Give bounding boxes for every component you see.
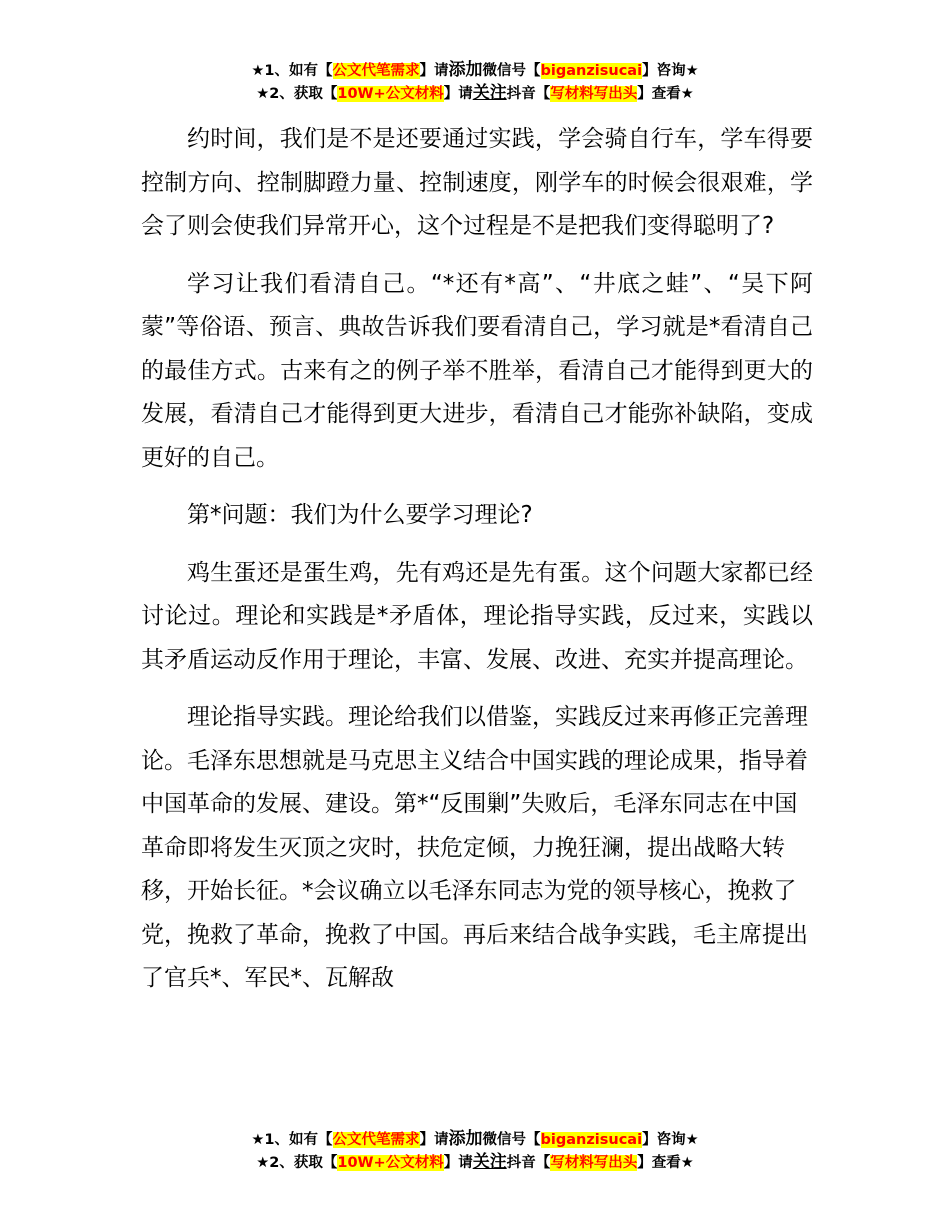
header-highlight-wechat: biganzisucai <box>540 63 643 79</box>
paragraph-4: 鸡生蛋还是蛋生鸡，先有鸡还是先有蛋。这个问题大家都已经讨论过。理论和实践是*矛盾体，理论指导实践，反过来，实践以其矛盾运动反作用于理论，丰富、发展、改进、充实并提高理论。 <box>141 559 813 673</box>
footer-banner <box>0 1128 950 1174</box>
footer-line-2: ★2、获取【10W+公文材料】请关注抖音【写材料写出头】查看★ <box>256 1152 694 1172</box>
paragraph-1: 约时间，我们是不是还要通过实践，学会骑自行车，学车得要控制方向、控制脚蹬力量、控制速度，刚学车的时候会很艰难，学会了则会使我们异常开心，这个过程是不是把我们变得聪明了? <box>141 126 813 239</box>
header-highlight-service: 公文代笔需求 <box>332 63 420 79</box>
footer-highlight-materials: 10W+公文材料 <box>337 1155 444 1171</box>
header-line-1: ★1、如有【公文代笔需求】请添加微信号【biganzisucai】咨询★ <box>251 60 699 80</box>
document-body <box>141 118 813 1015</box>
footer-highlight-service: 公文代笔需求 <box>332 1132 420 1148</box>
header-highlight-douyin: 写材料写出头 <box>550 86 638 102</box>
paragraph-5: 理论指导实践。理论给我们以借鉴，实践反过来再修正完善理论。毛泽东思想就是马克思主义结合中国实践的理论成果，指导着中国革命的发展、建设。第*“反围剿”失败后，毛泽东同志在中国革命即将发生灭顶之灾时，扶危定倾，力挽狂澜，提出战略大转移，开始长征。*会议确立以毛泽东同志为党的领导核心，挽救了党，挽救了革命，挽救了中国。再后来结合战争实践，毛主席提出了官兵*、军民*、瓦解敌 <box>141 704 808 991</box>
header-highlight-materials: 10W+公文材料 <box>337 86 444 102</box>
header-line-2: ★2、获取【10W+公文材料】请关注抖音【写材料写出头】查看★ <box>256 83 694 103</box>
footer-highlight-douyin: 写材料写出头 <box>550 1155 638 1171</box>
paragraph-2: 学习让我们看清自己。“*还有*高”、“井底之蛙”、“吴下阿蒙”等俗语、预言、典故告诉我们要看清自己，学习就是*看清自己的最佳方式。古来有之的例子举不胜举，看清自己才能得到更大的发展，看清自己才能得到更大进步，看清自己才能弥补缺陷，变成更好的自己。 <box>141 270 813 471</box>
header-banner <box>0 59 950 105</box>
footer-line-1: ★1、如有【公文代笔需求】请添加微信号【biganzisucai】咨询★ <box>251 1129 699 1149</box>
paragraph-3-heading: 第*问题：我们为什么要学习理论? <box>187 502 533 528</box>
footer-highlight-wechat: biganzisucai <box>540 1132 643 1148</box>
